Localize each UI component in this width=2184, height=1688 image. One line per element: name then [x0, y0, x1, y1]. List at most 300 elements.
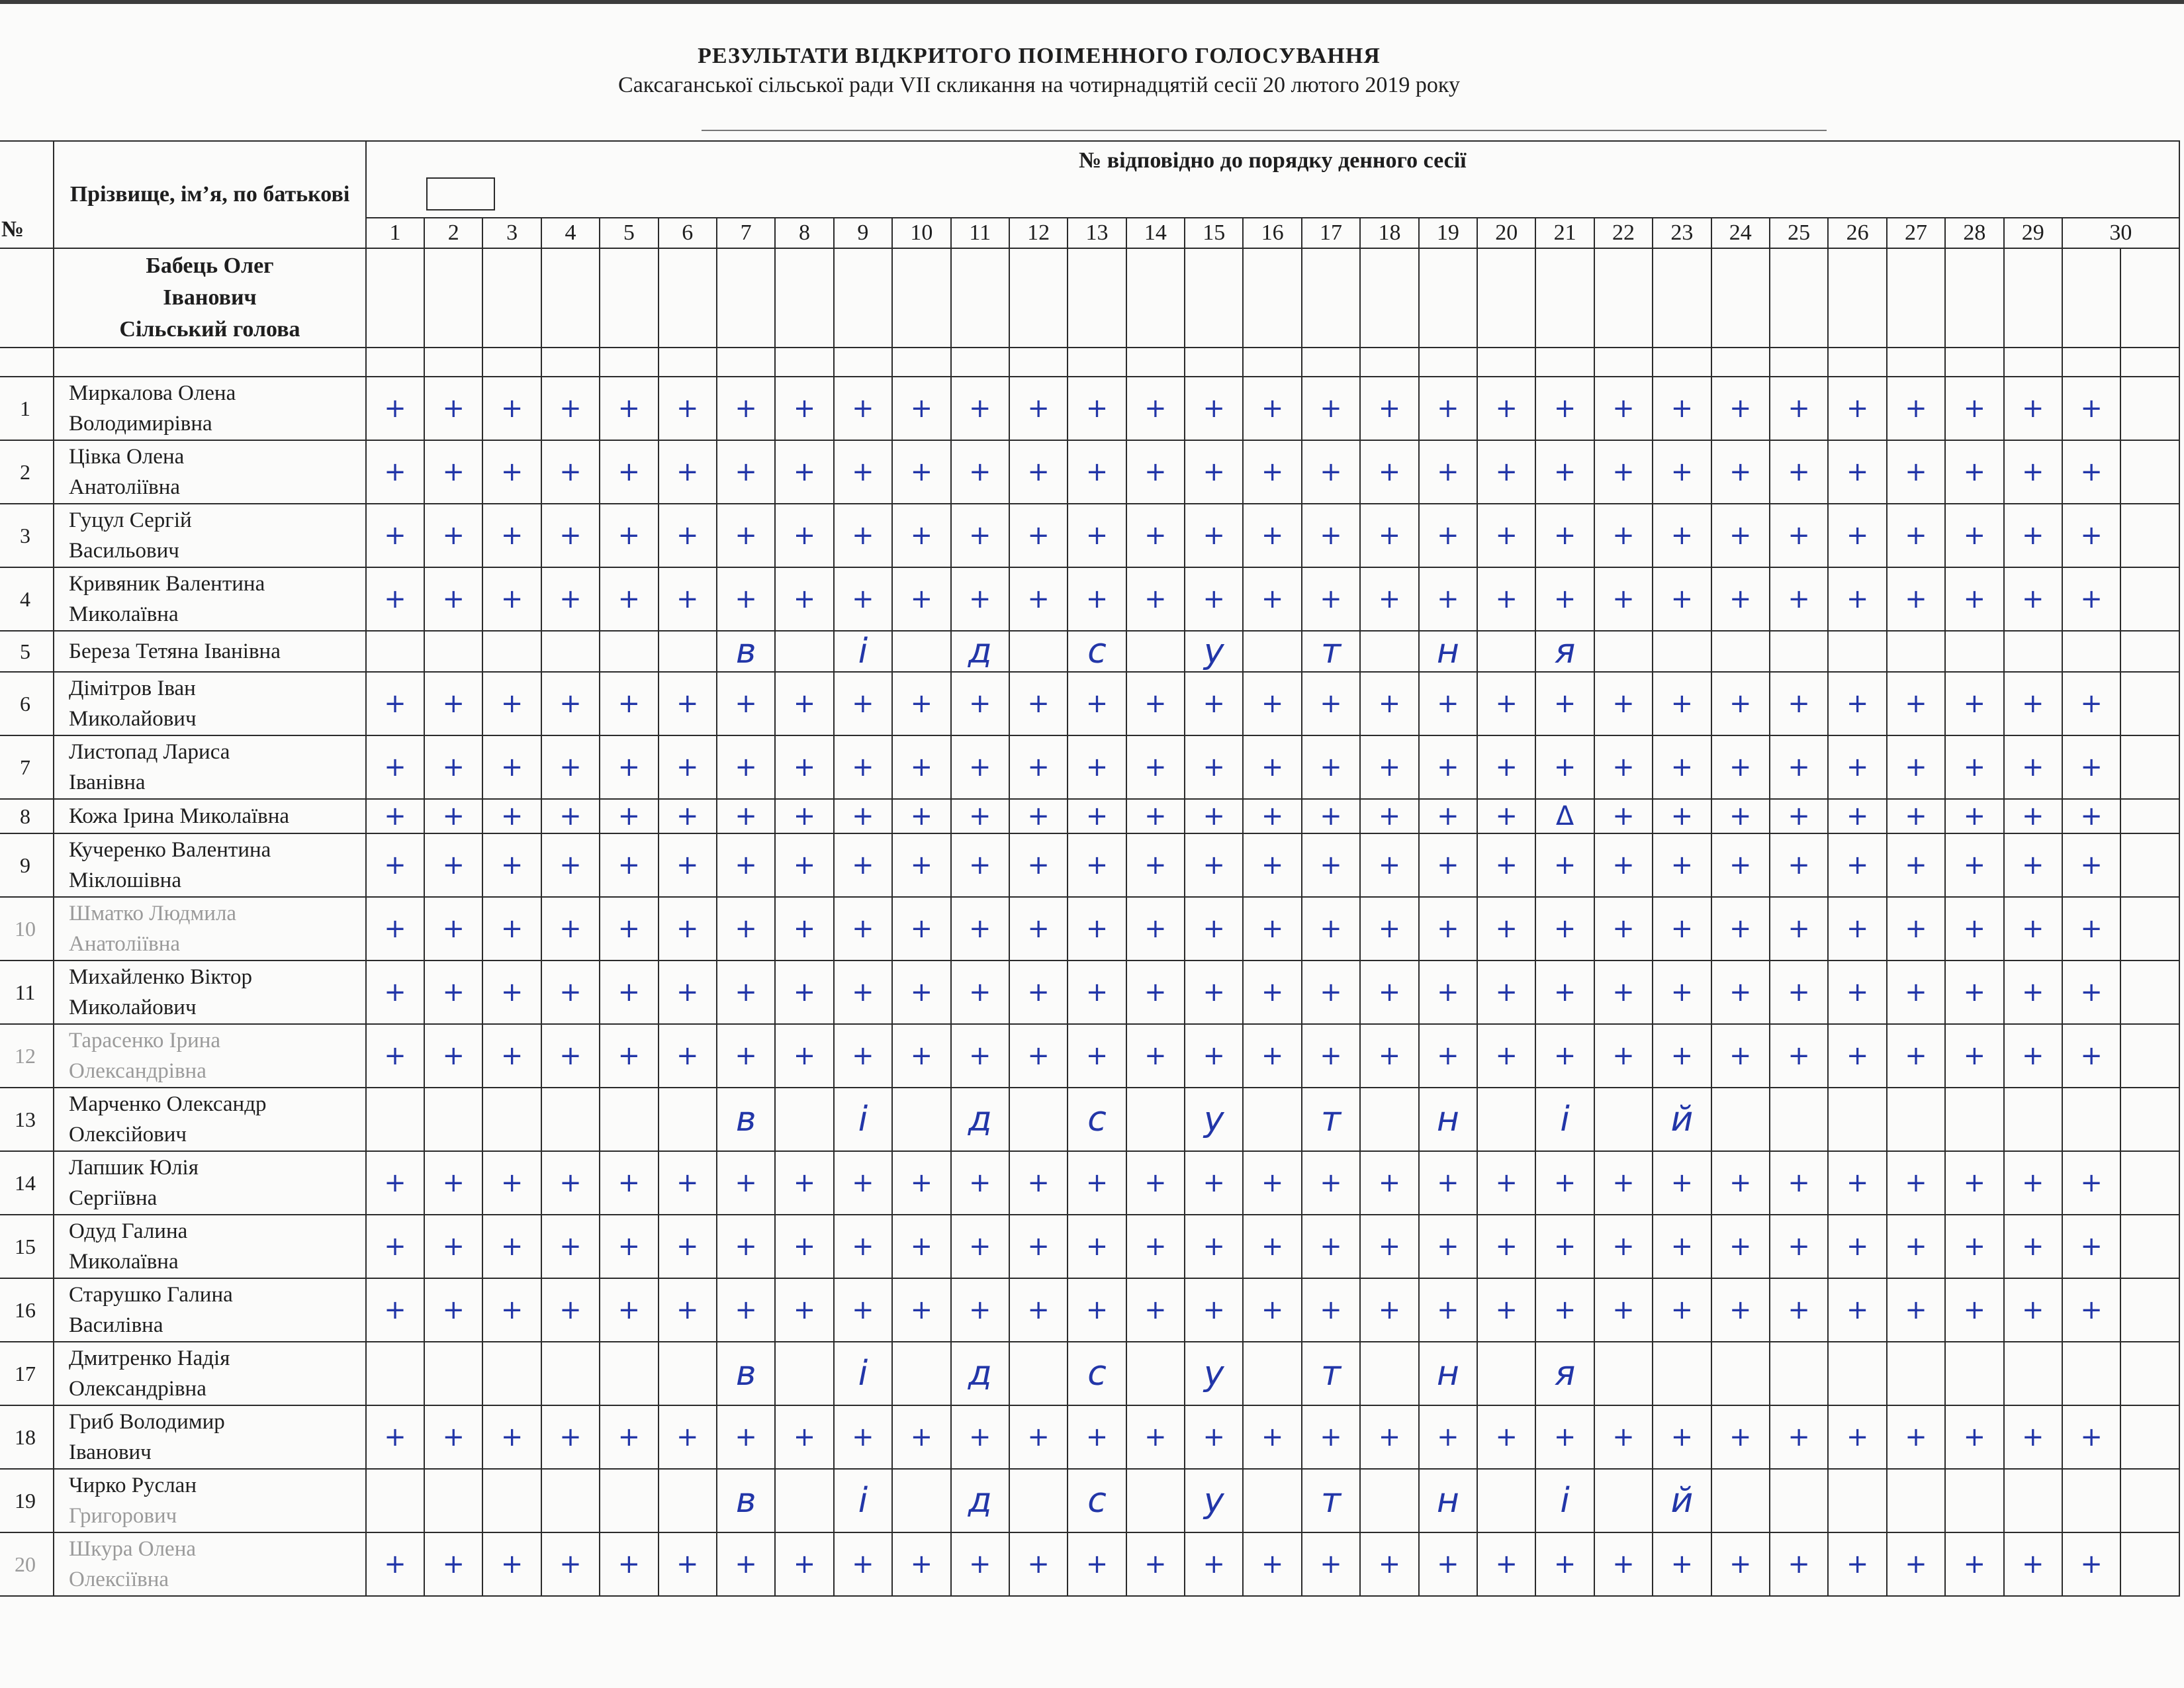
head-of-council-name [54, 248, 366, 348]
vote-mark: + [1068, 799, 1126, 833]
absent-cell [1945, 631, 2003, 672]
vote-mark: + [482, 504, 541, 567]
vote-mark: + [1594, 1151, 1653, 1215]
vote-mark: + [775, 504, 833, 567]
spacer-cell [1945, 348, 2003, 377]
absent-cell [775, 1088, 833, 1151]
spacer-cell [1068, 348, 1126, 377]
vote-mark: + [659, 440, 717, 504]
absence-letter: с [1068, 1088, 1126, 1151]
vote-mark: + [2004, 1405, 2062, 1469]
member-name-line2: Васильович [69, 539, 179, 563]
absent-cell [2062, 631, 2120, 672]
table-row [0, 567, 2179, 631]
vote-mark: + [1360, 672, 1418, 735]
vote-mark: + [1828, 1532, 1886, 1596]
spacer-cell [892, 348, 950, 377]
head-vote-cell [1185, 248, 1243, 348]
column-number: 1 [366, 218, 424, 248]
vote-mark: + [1185, 1278, 1243, 1342]
vote-mark: + [482, 377, 541, 440]
vote-mark: + [424, 377, 482, 440]
header-row-top [0, 141, 2179, 218]
member-name-line1: Дмитренко Надія [69, 1346, 230, 1370]
spacer-cell [951, 348, 1009, 377]
absence-letter: і [1535, 1469, 1594, 1532]
absent-cell [1126, 1342, 1185, 1405]
absent-cell [1360, 1088, 1418, 1151]
column-number: 21 [1535, 218, 1594, 248]
vote-mark: + [951, 1405, 1009, 1469]
head-vote-cell [1770, 248, 1828, 348]
vote-mark: + [1828, 672, 1886, 735]
vote-mark: + [1243, 672, 1301, 735]
trailing-cell [2120, 897, 2179, 961]
vote-mark: + [951, 1151, 1009, 1215]
vote-mark: + [366, 897, 424, 961]
column-number: 19 [1419, 218, 1477, 248]
vote-mark: + [1770, 1532, 1828, 1596]
absent-cell [659, 1469, 717, 1532]
absence-letter: і [834, 1342, 892, 1405]
vote-mark: + [482, 961, 541, 1024]
vote-mark: + [482, 1024, 541, 1088]
vote-mark: + [1419, 799, 1477, 833]
vote-mark: + [1945, 504, 2003, 567]
vote-mark: + [659, 504, 717, 567]
vote-mark: + [1535, 504, 1594, 567]
vote-mark: + [775, 567, 833, 631]
table-row [0, 1088, 2179, 1151]
vote-mark: + [1535, 735, 1594, 799]
absence-letter: у [1185, 1088, 1243, 1151]
vote-mark: + [1068, 440, 1126, 504]
vote-mark: + [1302, 1215, 1360, 1278]
vote-mark: + [951, 833, 1009, 897]
vote-mark: + [1360, 1215, 1418, 1278]
vote-mark: + [892, 799, 950, 833]
vote-mark: + [1594, 897, 1653, 961]
vote-mark: + [717, 377, 775, 440]
vote-mark: + [1594, 1024, 1653, 1088]
absence-letter: н [1419, 1088, 1477, 1151]
member-name-line2: Володимирівна [69, 412, 212, 436]
vote-mark: + [717, 672, 775, 735]
spacer-cell [424, 348, 482, 377]
vote-mark: + [1068, 504, 1126, 567]
absence-letter: н [1419, 1469, 1477, 1532]
absent-cell [1360, 1342, 1418, 1405]
vote-mark: + [482, 833, 541, 897]
vote-mark: + [1009, 833, 1068, 897]
spacer-row [0, 348, 2179, 377]
vote-mark: + [834, 377, 892, 440]
vote-mark: + [1887, 735, 1945, 799]
table-row [0, 672, 2179, 735]
vote-mark: + [1535, 1151, 1594, 1215]
member-name-line1: Миркалова Олена [69, 381, 236, 405]
vote-mark: + [1887, 1151, 1945, 1215]
vote-mark: + [1945, 377, 2003, 440]
member-name-line1: Марченко Олександр [69, 1092, 267, 1116]
vote-mark: + [1770, 504, 1828, 567]
vote-mark: + [1302, 504, 1360, 567]
vote-mark: + [1653, 799, 1711, 833]
head-vote-cell [1828, 248, 1886, 348]
column-number: 14 [1126, 218, 1185, 248]
vote-mark: + [1477, 1532, 1535, 1596]
vote-mark: + [1477, 1151, 1535, 1215]
absent-cell [1770, 1342, 1828, 1405]
vote-mark: + [834, 961, 892, 1024]
vote-mark: + [1770, 377, 1828, 440]
vote-mark: + [1594, 1278, 1653, 1342]
vote-mark: + [1243, 799, 1301, 833]
vote-mark: + [659, 735, 717, 799]
spacer-cell [2062, 348, 2120, 377]
vote-mark: + [1770, 672, 1828, 735]
vote-mark: + [1594, 799, 1653, 833]
vote-mark: + [541, 1405, 600, 1469]
member-name-line1: Старушко Галина [69, 1283, 233, 1307]
vote-mark: + [1185, 735, 1243, 799]
trailing-cell [2120, 1278, 2179, 1342]
vote-mark: + [2062, 961, 2120, 1024]
vote-mark: + [600, 735, 658, 799]
vote-mark: + [1535, 1278, 1594, 1342]
absent-cell [1126, 631, 1185, 672]
vote-mark: + [1009, 897, 1068, 961]
row-number: 5 [0, 631, 54, 672]
absent-cell [1477, 631, 1535, 672]
top-border-line [0, 0, 2184, 4]
vote-mark: + [541, 799, 600, 833]
table-row [0, 799, 2179, 833]
column-number: 24 [1711, 218, 1770, 248]
absent-cell [482, 1088, 541, 1151]
vote-mark: + [1594, 440, 1653, 504]
vote-mark: + [659, 799, 717, 833]
vote-mark: + [366, 567, 424, 631]
absent-cell [1945, 1342, 2003, 1405]
absent-cell [1243, 1088, 1301, 1151]
member-name-line1: Шматко Людмила [69, 902, 237, 925]
vote-mark: + [482, 567, 541, 631]
vote-mark: + [600, 504, 658, 567]
vote-mark: + [1535, 1405, 1594, 1469]
vote-mark: + [1828, 897, 1886, 961]
head-vote-cell [892, 248, 950, 348]
vote-mark: + [1302, 1151, 1360, 1215]
vote-mark: + [1243, 377, 1301, 440]
member-name [54, 735, 366, 799]
column-number: 13 [1068, 218, 1126, 248]
member-name [54, 672, 366, 735]
vote-mark: + [1126, 1151, 1185, 1215]
absent-cell [1711, 631, 1770, 672]
vote-mark: + [1477, 897, 1535, 961]
vote-mark: + [1653, 1215, 1711, 1278]
spacer-cell [1770, 348, 1828, 377]
member-name [54, 799, 366, 833]
absent-cell [424, 1342, 482, 1405]
vote-mark: + [775, 1278, 833, 1342]
trailing-cell [2120, 440, 2179, 504]
vote-mark: + [424, 567, 482, 631]
head-vote-cell [951, 248, 1009, 348]
absent-cell [1243, 631, 1301, 672]
absent-cell [1945, 1469, 2003, 1532]
member-name-line1: Кривяник Валентина [69, 572, 265, 596]
vote-mark: + [1770, 833, 1828, 897]
spacer-cell [775, 348, 833, 377]
vote-mark: + [1477, 833, 1535, 897]
absence-letter: т [1302, 631, 1360, 672]
head-name-line1: Бабець Олег [146, 254, 274, 278]
header-number: № [0, 141, 54, 248]
vote-mark: + [2004, 1215, 2062, 1278]
vote-mark: + [1243, 1215, 1301, 1278]
vote-mark: + [424, 1215, 482, 1278]
absent-cell [1770, 1469, 1828, 1532]
head-vote-cell [1711, 248, 1770, 348]
vote-mark: + [600, 897, 658, 961]
vote-mark: + [1185, 799, 1243, 833]
absent-cell [775, 1469, 833, 1532]
vote-mark: + [1594, 1215, 1653, 1278]
vote-mark: + [482, 897, 541, 961]
absent-cell [1009, 631, 1068, 672]
vote-mark: + [1653, 1278, 1711, 1342]
vote-mark: + [1770, 1151, 1828, 1215]
vote-mark: + [424, 1151, 482, 1215]
vote-mark: + [1945, 833, 2003, 897]
head-vote-cell [1945, 248, 2003, 348]
vote-mark: + [1945, 1532, 2003, 1596]
spacer-cell [1653, 348, 1711, 377]
vote-mark: + [1009, 1024, 1068, 1088]
vote-mark: + [775, 1024, 833, 1088]
member-name-line1: Гуцул Сергій [69, 508, 192, 532]
column-number: 6 [659, 218, 717, 248]
absent-cell [1887, 1469, 1945, 1532]
vote-mark: + [775, 1405, 833, 1469]
absent-cell [1477, 1469, 1535, 1532]
vote-mark: + [775, 833, 833, 897]
vote-mark: + [1653, 897, 1711, 961]
vote-mark: + [1009, 1532, 1068, 1596]
head-vote-cell [2120, 248, 2179, 348]
vote-mark: + [834, 504, 892, 567]
row-number: 20 [0, 1532, 54, 1596]
vote-mark: + [1068, 1532, 1126, 1596]
vote-mark: + [717, 567, 775, 631]
vote-mark: + [366, 1405, 424, 1469]
vote-mark: + [834, 735, 892, 799]
trailing-cell [2120, 377, 2179, 440]
absent-cell [366, 1342, 424, 1405]
vote-mark: + [366, 1278, 424, 1342]
vote-mark: + [424, 833, 482, 897]
vote-mark: + [1535, 1215, 1594, 1278]
vote-mark: + [2062, 1215, 2120, 1278]
head-vote-cell [1009, 248, 1068, 348]
absent-cell [424, 1469, 482, 1532]
vote-mark: + [1594, 567, 1653, 631]
vote-mark: + [834, 567, 892, 631]
vote-mark: + [1185, 1532, 1243, 1596]
vote-mark: + [834, 440, 892, 504]
vote-mark: + [1126, 672, 1185, 735]
vote-mark: + [1360, 833, 1418, 897]
vote-mark: + [1653, 1024, 1711, 1088]
trailing-cell [2120, 1342, 2179, 1405]
row-number: 14 [0, 1151, 54, 1215]
absent-cell [1945, 1088, 2003, 1151]
vote-mark: + [1302, 567, 1360, 631]
vote-mark: + [1653, 1151, 1711, 1215]
vote-mark: + [1126, 567, 1185, 631]
member-name [54, 1151, 366, 1215]
vote-mark: + [1302, 735, 1360, 799]
vote-mark: + [1360, 1532, 1418, 1596]
member-name-line2: Міклошівна [69, 868, 181, 892]
absence-letter: т [1302, 1342, 1360, 1405]
subtitle-rule [702, 130, 1827, 131]
vote-mark: + [1594, 735, 1653, 799]
vote-mark: + [482, 735, 541, 799]
vote-mark: + [366, 504, 424, 567]
column-number: 12 [1009, 218, 1068, 248]
absent-cell [1653, 1342, 1711, 1405]
vote-mark: + [1887, 897, 1945, 961]
table-row [0, 377, 2179, 440]
row-number: 7 [0, 735, 54, 799]
vote-mark: + [1126, 1405, 1185, 1469]
row-number: 6 [0, 672, 54, 735]
vote-mark: + [482, 1532, 541, 1596]
absent-cell [541, 1088, 600, 1151]
vote-mark: + [951, 440, 1009, 504]
vote-mark: + [1945, 1215, 2003, 1278]
vote-mark: + [541, 1024, 600, 1088]
vote-mark: + [1360, 567, 1418, 631]
vote-mark: + [482, 1278, 541, 1342]
vote-mark: + [2062, 567, 2120, 631]
absent-cell [892, 1342, 950, 1405]
head-vote-cell [482, 248, 541, 348]
vote-mark: + [892, 440, 950, 504]
vote-mark: + [2004, 567, 2062, 631]
vote-mark: + [1945, 440, 2003, 504]
vote-mark: + [366, 672, 424, 735]
absence-letter: і [834, 1088, 892, 1151]
vote-mark: + [1887, 440, 1945, 504]
member-name [54, 1342, 366, 1405]
vote-mark: + [1477, 961, 1535, 1024]
vote-mark: + [1535, 377, 1594, 440]
absent-cell [1828, 1342, 1886, 1405]
vote-mark: + [1711, 961, 1770, 1024]
spacer-cell [366, 348, 424, 377]
vote-mark: + [834, 1215, 892, 1278]
vote-mark: + [1711, 1405, 1770, 1469]
absence-letter: у [1185, 1469, 1243, 1532]
trailing-cell [2120, 735, 2179, 799]
vote-mark: + [2004, 672, 2062, 735]
vote-mark: + [600, 1405, 658, 1469]
vote-mark: + [951, 1278, 1009, 1342]
vote-mark: + [2062, 1405, 2120, 1469]
vote-mark: + [1126, 1278, 1185, 1342]
column-number: 23 [1653, 218, 1711, 248]
vote-mark: + [600, 1215, 658, 1278]
vote-mark: + [1185, 833, 1243, 897]
absent-cell [1009, 1342, 1068, 1405]
vote-mark: + [1243, 897, 1301, 961]
vote-mark: + [1711, 567, 1770, 631]
vote-mark: + [1360, 1405, 1418, 1469]
absent-cell [892, 631, 950, 672]
vote-mark: + [775, 897, 833, 961]
vote-mark: + [892, 672, 950, 735]
absent-cell [1360, 631, 1418, 672]
member-name-line2: Василівна [69, 1313, 163, 1337]
vote-mark: + [1302, 672, 1360, 735]
vote-mark: + [659, 377, 717, 440]
vote-mark: + [1711, 1215, 1770, 1278]
vote-mark: + [1711, 799, 1770, 833]
vote-mark: + [366, 833, 424, 897]
vote-mark: + [1770, 567, 1828, 631]
vote-mark: + [600, 1278, 658, 1342]
trailing-cell [2120, 672, 2179, 735]
vote-mark: + [600, 377, 658, 440]
vote-mark: + [1535, 672, 1594, 735]
vote-mark: + [1711, 1151, 1770, 1215]
absence-letter: в [717, 631, 775, 672]
vote-mark: + [1477, 1215, 1535, 1278]
vote-mark: + [541, 961, 600, 1024]
absent-cell [892, 1469, 950, 1532]
member-name-line2: Анатоліївна [69, 475, 181, 499]
vote-mark: + [1243, 440, 1301, 504]
vote-mark: + [2004, 897, 2062, 961]
vote-mark: + [1711, 672, 1770, 735]
table-row [0, 1405, 2179, 1469]
absence-letter: і [834, 1469, 892, 1532]
vote-mark: + [1009, 1215, 1068, 1278]
vote-mark: + [1126, 1215, 1185, 1278]
vote-mark: + [482, 1151, 541, 1215]
vote-mark: + [2062, 1151, 2120, 1215]
vote-mark: + [1711, 1024, 1770, 1088]
vote-mark: + [1009, 377, 1068, 440]
vote-mark: + [834, 897, 892, 961]
table-row [0, 1532, 2179, 1596]
spacer-cell [2120, 348, 2179, 377]
vote-mark: + [1360, 1278, 1418, 1342]
vote-mark: + [1535, 440, 1594, 504]
vote-mark: + [1535, 897, 1594, 961]
vote-mark: + [775, 672, 833, 735]
vote-mark: + [951, 1215, 1009, 1278]
vote-mark: + [775, 961, 833, 1024]
absent-cell [1594, 1088, 1653, 1151]
vote-mark: + [1419, 1278, 1477, 1342]
member-name [54, 1532, 366, 1596]
table-row [0, 1215, 2179, 1278]
